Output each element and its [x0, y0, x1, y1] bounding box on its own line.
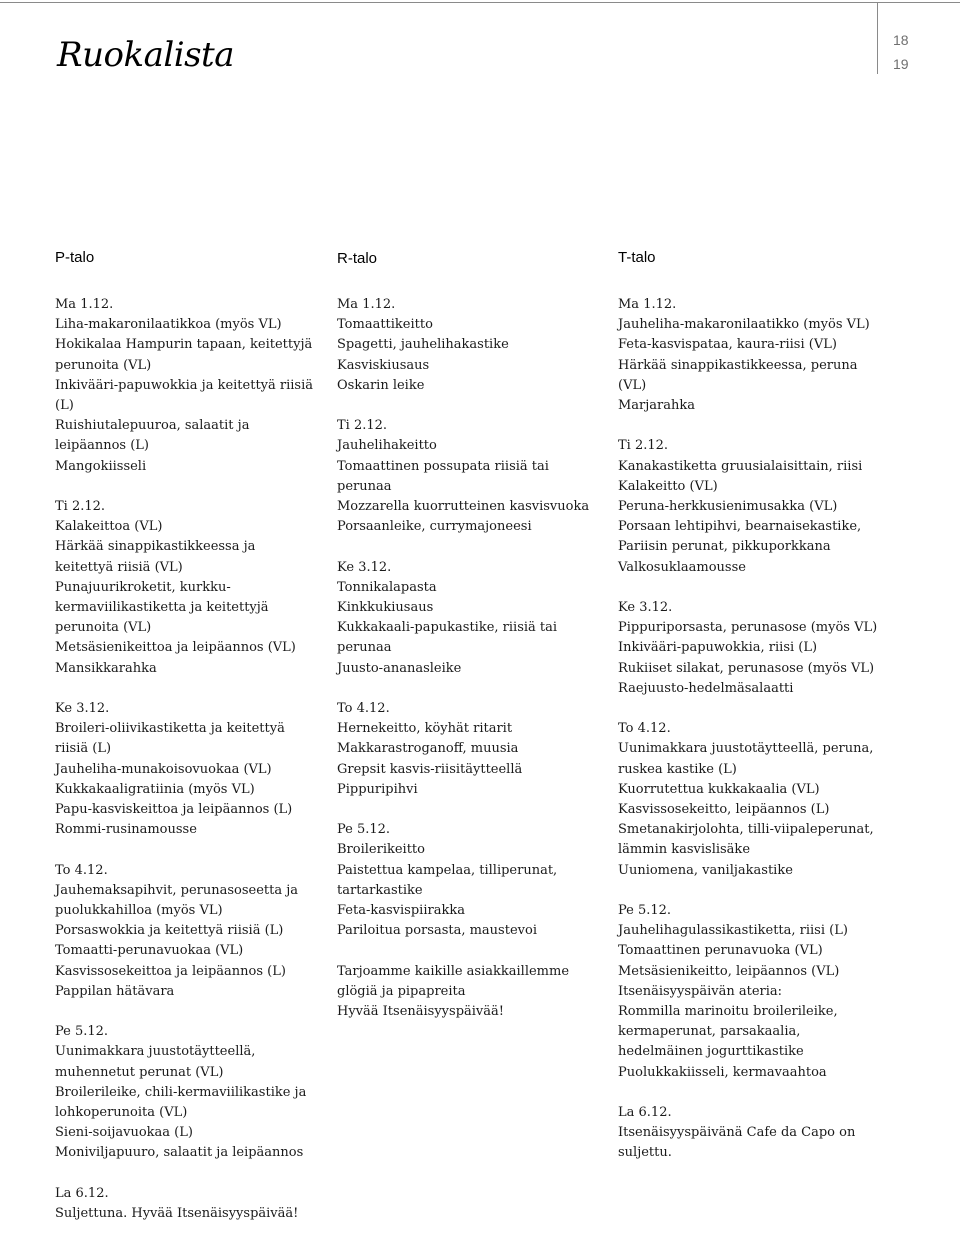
page-number: 19: [893, 56, 909, 72]
menu-item: Rommi-rusinamousse: [55, 822, 197, 838]
day-label: Tarjoamme kaikille asiakkaillemme glögiä ja pipapreita: [337, 963, 570, 999]
menu-item: Härkää sinappikastikkeessa ja keitettyä riisiä (VL): [55, 539, 256, 575]
menu-item: Itsenäisyyspäivän ateria:: [618, 983, 783, 999]
day-label: Ti 2.12.: [337, 418, 388, 434]
day-label: Ma 1.12.: [55, 297, 114, 312]
day-menu: [55, 497, 317, 679]
menu-item: Kasviskiusaus: [337, 357, 430, 373]
menu-item: Marjarahka: [618, 398, 696, 414]
menu-item: Punajuurikroketit, kurkku-kermaviilikastiketta ja keitettyjä perunoita (VL): [55, 579, 269, 636]
menu-item: Pariloitua porsasta, maustevoi: [337, 923, 537, 939]
day-menu: [618, 901, 884, 1083]
day-label: La 6.12.: [618, 1105, 672, 1121]
day-menu: [55, 295, 317, 477]
menu-item: Broileri-oliivikastiketta ja keitettyä riisiä (L): [55, 721, 285, 757]
menu-item: Liha-makaronilaatikkoa (myös VL): [55, 317, 282, 333]
day-label: Ti 2.12.: [55, 499, 106, 515]
menu-item: Oskarin leike: [337, 377, 425, 393]
menu-item: Kinkkukiusaus: [337, 600, 434, 616]
menu-days: [55, 295, 317, 1224]
menu-item: Mozzarella kuorrutteinen kasvisvuoka: [337, 499, 590, 515]
menu-days: [618, 295, 884, 1164]
menu-item: Kuorrutettua kukkakaalia (VL): [618, 781, 820, 797]
day-menu: [618, 598, 884, 699]
menu-item: Uunimakkara juustotäytteellä, muhennetut perunat (VL): [55, 1044, 256, 1080]
menu-item: Peruna-herkkusienimusakka (VL): [618, 499, 838, 515]
menu-item: Mansikkarahka: [55, 660, 157, 676]
menu-item: Valkosuklaamousse: [618, 559, 746, 575]
menu-item: Moniviljapuuro, salaatit ja leipäannos: [55, 1145, 304, 1161]
menu-item: Pippuripihvi: [337, 781, 418, 797]
menu-item: Porsaswokkia ja keitettyä riisiä (L): [55, 923, 284, 939]
page-title: Ruokalista: [57, 35, 234, 75]
menu-item: Härkää sinappikastikkeessa, peruna (VL): [618, 357, 858, 393]
day-label: Ma 1.12.: [337, 297, 396, 312]
menu-item: Inkivääri-papuwokkia ja keitettyä riisiä (L): [55, 377, 314, 414]
menu-item: Tomaattinen possupata riisiä tai perunaa: [337, 458, 549, 494]
menu-item: Rommilla marinoitu broilerileike, kermaperunat, parsakaalia, hedelmäinen jogurttikastike: [618, 1004, 838, 1060]
column-p-talo: [55, 249, 317, 1244]
menu-item: Hokikalaa Hampurin tapaan, keitettyjä perunoita (VL): [55, 337, 313, 373]
menu-item: Kukkakaaligratiinia (myös VL): [55, 781, 255, 797]
day-menu: [618, 295, 884, 416]
menu-item: Tomaatti-perunavuokaa (VL): [55, 943, 244, 959]
day-label: Pe 5.12.: [55, 1024, 109, 1040]
day-label: Ke 3.12.: [337, 559, 392, 575]
menu-item: Kukkakaali-papukastike, riisiä tai perunaa: [337, 620, 558, 656]
menu-item: Kalakeittoa (VL): [55, 519, 163, 535]
day-label: Ke 3.12.: [55, 701, 110, 717]
menu-item: Suljettuna. Hyvää Itsenäisyyspäivää!: [55, 1206, 299, 1222]
menu-item: Puolukkakiisseli, kermavaahtoa: [618, 1064, 827, 1080]
menu-item: Uuniomena, vaniljakastike: [618, 862, 793, 878]
menu-item: Broilerileike, chili-kermaviilikastike ja lohkoperunoita (VL): [55, 1084, 307, 1121]
day-menu: [337, 295, 599, 396]
header-top-rule: [0, 2, 960, 3]
menu-item: Pippuriporsasta, perunasose (myös VL): [618, 620, 878, 636]
day-menu: [618, 436, 884, 577]
day-label: To 4.12.: [337, 701, 390, 717]
day-label: La 6.12.: [55, 1185, 109, 1201]
menu-item: Tonnikalapasta: [337, 579, 437, 595]
menu-item: Pappilan hätävara: [55, 983, 175, 999]
menu-item: Papu-kasviskeittoa ja leipäannos (L): [55, 802, 293, 818]
day-label: To 4.12.: [55, 862, 108, 878]
menu-days: [337, 295, 599, 1022]
day-label: Pe 5.12.: [337, 822, 391, 838]
menu-item: Sieni-soijavuokaa (L): [55, 1125, 193, 1141]
menu-item: Kasvissosekeittoa ja leipäannos (L): [55, 963, 286, 979]
menu-item: Jauhemaksapihvit, perunasoseetta ja puolukkahilloa (myös VL): [55, 882, 299, 919]
menu-item: Feta-kasvispiirakka: [337, 903, 465, 919]
menu-item: Hernekeitto, köyhät ritarit: [337, 721, 513, 737]
menu-item: Kanakastiketta gruusialaisittain, riisi: [618, 458, 863, 474]
menu-item: Rukiiset silakat, perunasose (myös VL): [618, 660, 875, 676]
menu-item: Uunimakkara juustotäytteellä, peruna, ruskea kastike (L): [618, 741, 874, 777]
day-label: Ti 2.12.: [618, 438, 669, 454]
column-t-talo: [618, 249, 884, 1184]
page-number: 18: [893, 32, 909, 48]
menu-item: Raejuusto-hedelmäsalaatti: [618, 680, 794, 696]
day-menu: [55, 861, 317, 1002]
day-menu: [337, 962, 599, 1023]
column-heading: R-talo: [337, 250, 378, 267]
menu-item: Paistettua kampelaa, tilliperunat, tartarkastike: [337, 862, 558, 898]
day-menu: [55, 699, 317, 840]
menu-item: Tomaattikeitto: [337, 317, 433, 333]
day-label: Ke 3.12.: [618, 600, 673, 616]
day-menu: [618, 1103, 884, 1164]
menu-item: Juusto-ananasleike: [337, 660, 462, 676]
menu-item: Feta-kasvispataa, kaura-riisi (VL): [618, 337, 837, 353]
day-menu: [337, 416, 599, 537]
menu-item: Jauhelihakeitto: [337, 438, 437, 454]
menu-item: Spagetti, jauhelihakastike: [337, 337, 509, 353]
menu-item: Hyvää Itsenäisyyspäivää!: [337, 1004, 504, 1020]
menu-item: Metsäsienikeitto, leipäannos (VL): [618, 963, 840, 979]
column-heading: T-talo: [618, 249, 656, 266]
menu-item: Metsäsienikeittoa ja leipäannos (VL): [55, 640, 296, 656]
day-label: Pe 5.12.: [618, 903, 672, 919]
column-heading: P-talo: [55, 249, 95, 266]
menu-item: Porsaan lehtipihvi, bearnaisekastike, Pariisin perunat, pikkuporkkana: [618, 519, 862, 555]
menu-item: Jauheliha-makaronilaatikko (myös VL): [618, 317, 870, 333]
menu-item: Broilerikeitto: [337, 842, 425, 858]
menu-item: Jauheliha-munakoisovuokaa (VL): [55, 761, 272, 777]
day-menu: [55, 1022, 317, 1163]
menu-item: Kasvissosekeitto, leipäannos (L): [618, 802, 830, 818]
menu-item: Makkarastroganoff, muusia: [337, 741, 519, 757]
menu-item: Itsenäisyyspäivänä Cafe da Capo on suljettu.: [618, 1125, 856, 1161]
menu-item: Porsaanleike, currymajoneesi: [337, 519, 532, 535]
column-r-talo: [337, 249, 599, 1042]
menu-item: Ruishiutalepuuroa, salaatit ja leipäannos (L): [55, 418, 250, 454]
menu-item: Grepsit kasvis-riisitäytteellä: [337, 761, 523, 777]
day-menu: [337, 558, 599, 679]
menu-item: Inkivääri-papuwokkia, riisi (L): [618, 640, 818, 656]
menu-item: Mangokiisseli: [55, 458, 147, 474]
menu-item: Tomaattinen perunavuoka (VL): [618, 943, 823, 959]
day-menu: [618, 719, 884, 881]
day-menu: [337, 699, 599, 800]
day-label: To 4.12.: [618, 721, 671, 737]
menu-item: Smetanakirjolohta, tilli-viipaleperunat, lämmin kasvislisäke: [618, 822, 874, 858]
menu-item: Jauhelihagulassikastiketta, riisi (L): [618, 923, 848, 939]
day-menu: [337, 820, 599, 941]
day-label: Ma 1.12.: [618, 297, 677, 312]
header-divider: [877, 2, 878, 74]
menu-item: Kalakeitto (VL): [618, 478, 718, 494]
day-menu: [55, 1184, 317, 1224]
